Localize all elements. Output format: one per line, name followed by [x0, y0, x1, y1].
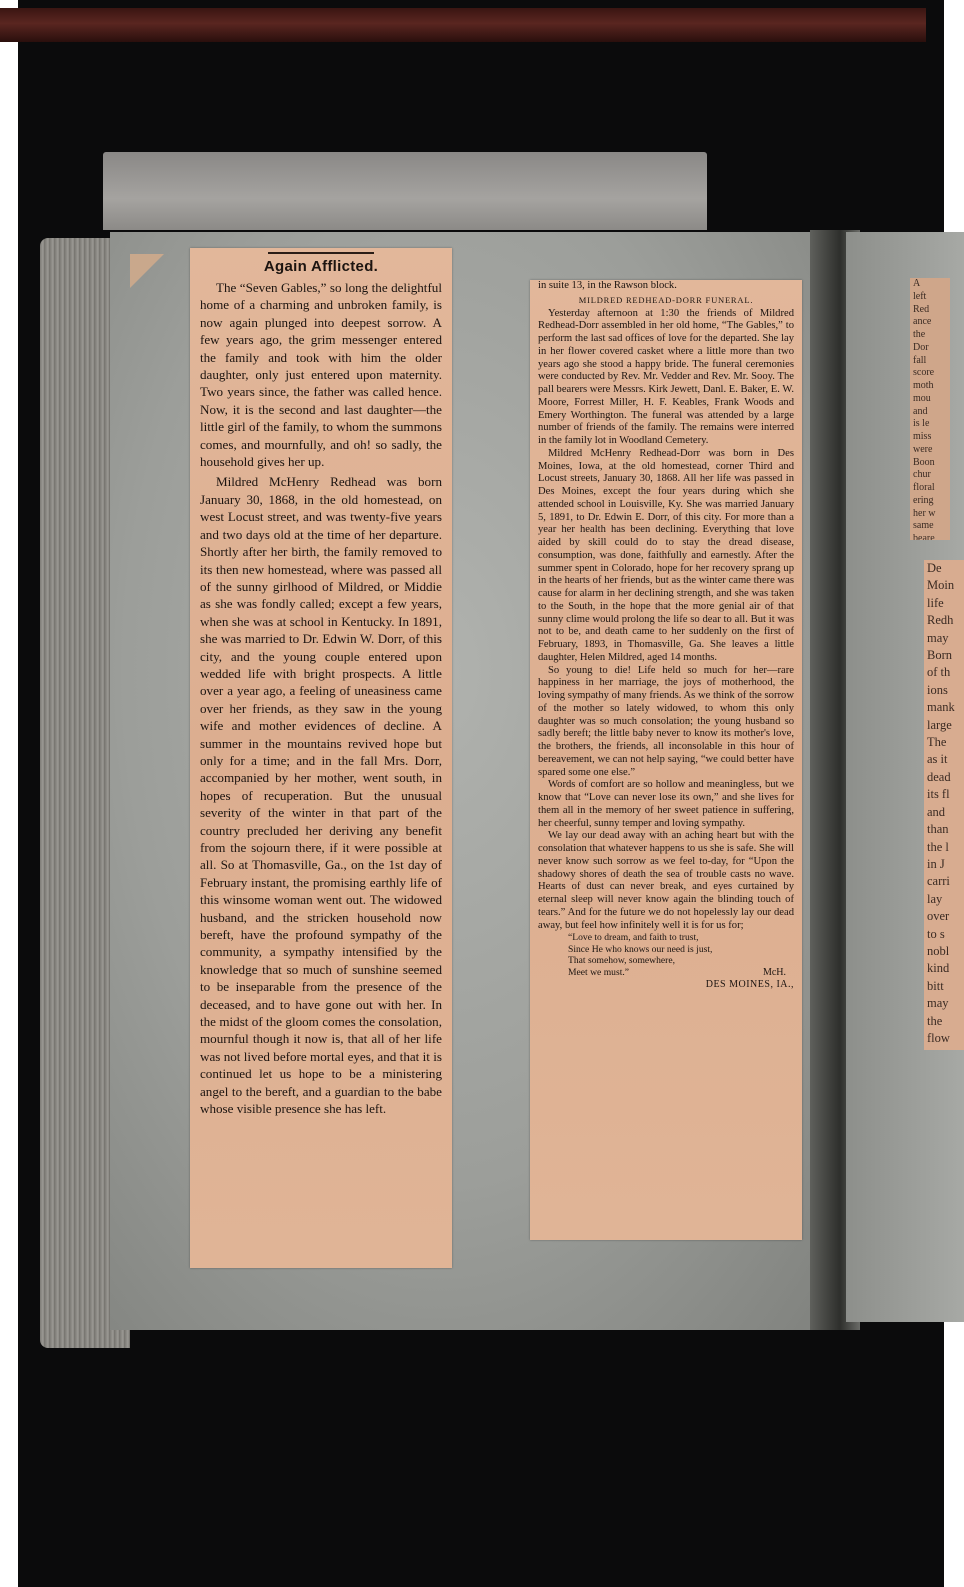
partial-line: beare	[913, 533, 935, 540]
partial-line	[927, 1047, 964, 1050]
partial-line: mank	[927, 700, 955, 715]
partial-clipping-bottom	[924, 560, 964, 1050]
partial-line: in J	[927, 856, 945, 871]
partial-clipping-top	[910, 278, 950, 540]
partial-line: kind	[927, 961, 950, 976]
poem-line: Meet we must.”	[568, 966, 630, 978]
partial-line: De	[927, 561, 942, 575]
partial-line: lay	[927, 891, 943, 906]
partial-line: fall	[913, 354, 927, 366]
partial-line: its fl	[927, 787, 950, 802]
clipping-paragraph: The “Seven Gables,” so long the delightful home of a charming and unbroken family, is now again plunged into deepest sorrow. A few years ago, the grim messenger entered the family and took with him the older daughter, only just entered upon maternity. Two years since, the father was called hence. Now, it is the second and last daughter—the little girl of the family, to whom the summons comes, and mournfully, and oh! so sadly, the household gives her up.	[200, 280, 442, 470]
partial-line: to s	[927, 926, 945, 941]
partial-line: nobl	[927, 943, 950, 958]
partial-line: chur	[913, 469, 931, 481]
partial-line: ance	[913, 316, 932, 328]
partial-line: Redh	[927, 613, 954, 628]
partial-line: the	[913, 329, 926, 340]
partial-line: were	[913, 443, 933, 455]
wood-edge	[0, 8, 926, 42]
clipping-headline: Again Afflicted.	[263, 258, 379, 275]
partial-line: Boon	[913, 456, 935, 468]
newspaper-clipping-again-afflicted	[190, 248, 452, 1268]
clipping-paragraph: Mildred McHenry Redhead-Dorr was born in Des Moines, Iowa, at the old homestead, corner Third and Locust streets, January 30, 1868. All her life was passed in Des Moines, except the four years during which she attended school in Louisville, Ky. She was married January 5, 1891, to Dr. Edwin E. Dorr, of this city. For more than a year her health has been declining. Everything that love aided by skill could do to stay the dread disease, consumption, was done, faithfully and earnestly. After the summer spent in Colorado, hope for her recovery sprang up in the hearts of her friends, but as the winter came there was cause for alarm in her declining strength, and she was taken to the South, in the hope that the more genial air of that sunny clime would prolong the life so dear to all. But it was not to be, and death came to her suddenly on the first of February, 1893, in Thomasville, Ga. She leaves a little daughter, Helen Mildred, aged 14 months.	[538, 447, 794, 663]
clipping-lead-line: in suite 13, in the Rawson block.	[538, 280, 677, 291]
partial-line: of th	[927, 665, 951, 680]
partial-line: moth	[913, 380, 934, 391]
partial-line: the l	[927, 839, 949, 854]
clipping-dateline: DES MOINES, IA.,	[705, 979, 794, 991]
clipping-paragraph: We lay our dead away with an aching heart but with the consolation that whatever happens to us she is safe. She will never know such sorrow as we feel to-day, for “Upon the shadowy shores of death the sea of trouble casts no wave. Hearts of dust can never break, and eyes curtained by eternal sleep will never know again the blinding touch of tears.” And for the future we do not hopelessly lay our dead away, but feel how infinitely well it is for us for;	[538, 830, 794, 931]
partial-line: her w	[913, 507, 936, 519]
partial-line: as it	[927, 752, 948, 767]
partial-line: and	[927, 804, 946, 819]
partial-line: Dor	[913, 341, 929, 353]
partial-line: miss	[913, 431, 932, 442]
partial-line: life	[927, 595, 944, 610]
clipping-subhead: MILDRED REDHEAD-DORR FUNERAL.	[578, 294, 754, 305]
loose-paper-tab	[103, 152, 707, 230]
partial-line: over	[927, 909, 950, 924]
partial-line: The	[927, 735, 947, 750]
title-rule	[268, 252, 374, 254]
partial-line: large	[927, 717, 952, 732]
partial-line: the	[927, 1013, 943, 1028]
partial-line: score	[913, 367, 935, 379]
poem-line: Since He who knows our need is just,	[568, 943, 713, 955]
newspaper-clipping-funeral	[530, 280, 802, 1240]
partial-line: may	[927, 996, 949, 1011]
partial-line: left	[913, 290, 927, 302]
partial-line: ions	[927, 682, 948, 697]
clipping-body	[200, 279, 442, 1118]
clipping-paragraph: So young to die! Life held so much for her—rare happiness in her marriage, the joys of motherhood, the loving sympathy of many friends. As we think of the sorrow of the mother so lately widowed, to whom this only daughter was so much consolation; the young husband so sadly bereft; the little baby never to know its mother's love, the brothers, the friends, all inconsolable in this hour of bereavement, we can not help saying, “we could better have spared some one else.”	[538, 664, 794, 778]
clipping-paragraph: Words of comfort are so hollow and meaningless, but we know that “Love can never lose its own,” and she lives for them all in the memory of her sweet patience in suffering, her cheerful, sunny temper and loving sympathy.	[538, 779, 794, 829]
partial-line: Born	[927, 648, 952, 663]
clipping-signature: McH.	[762, 967, 786, 979]
partial-line: ering	[913, 494, 934, 506]
partial-line: floral	[913, 482, 935, 493]
partial-line: is le	[913, 418, 930, 430]
poem-line: “Love to dream, and faith to trust,	[568, 932, 699, 944]
clipping-paragraph: Mildred McHenry Redhead was born January 30, 1868, in the old homestead, on west Locust street, and was twenty-five years and two days old at the time of her departure. Shortly after her birth, the family removed to its then new homestead, where was passed all of the sunny girlhood of Mildred, or Middie as she was fondly called; except a few years, when she was at school in Kentucky. In 1891, she was married to Dr. Edwin W. Dorr, of this city, and the young couple entered upon wedded life with bright prospects. A little over a year ago, a feeling of uneasiness came over her friends, as they saw in the young wife and mother evidences of decline. A summer in the mountains revived hope but only for a time; and in the fall Mrs. Dorr, accompanied by her mother, went south, in hopes of recuperation. But the unusual severity of the winter in that part of the country precluded her deriving any benefit from the sojourn there, if it were possible at all. So at Thomasville, Ga., on the 1st day of February instant, the promising earthly life of this winsome woman went out. The widowed husband, and the stricken household now bereft, have the profound sympathy of the community, a sympathy intensified by the knowledge that so much of sunshine seemed to be inseparable from the presence of the deceased, and to have gone out with her. In the midst of the gloom comes the consolation, mournful though it now is, that all of her life was not lived before mortal eyes, and that it is continued let us hope to be a ministering angel to the bereft, and a guardian to the babe whose visible presence she has left.	[200, 474, 442, 1117]
clipping-paragraph: Yesterday afternoon at 1:30 the friends of Mildred Redhead-Dorr assembled in her old home, “The Gables,” to perform the last sad offices of love for the departed. She lay in her flower covered casket where a little more than two years ago she stood a happy bride. The funeral ceremonies were conducted by Rev. Mr. Vedder and Rev. Mr. Sooy. The pall bearers were Messrs. Kirk Jewett, Danl. E. Baker, E. W. Moore, Forrest Miller, H. F. Keables, Frank Woods and Emery Worthington. The funeral was attended by a large number of friends of the family. The remains were interred in the family lot in Woodland Cemetery.	[538, 307, 794, 446]
torn-corner	[130, 254, 164, 288]
partial-line: and	[913, 405, 928, 417]
partial-line: A	[913, 278, 921, 289]
partial-line: same	[913, 520, 934, 532]
partial-line: carri	[927, 874, 950, 889]
partial-line: mou	[913, 392, 931, 404]
partial-line: Moin	[927, 578, 955, 593]
clipping-body	[538, 280, 794, 932]
partial-line: may	[927, 630, 949, 645]
partial-line: dead	[927, 769, 951, 784]
poem-line: That somehow, somewhere,	[568, 955, 676, 967]
partial-line: than	[927, 822, 949, 837]
partial-line: bitt	[927, 978, 944, 993]
partial-line: Red	[913, 303, 930, 315]
partial-line: flow	[927, 1030, 950, 1045]
